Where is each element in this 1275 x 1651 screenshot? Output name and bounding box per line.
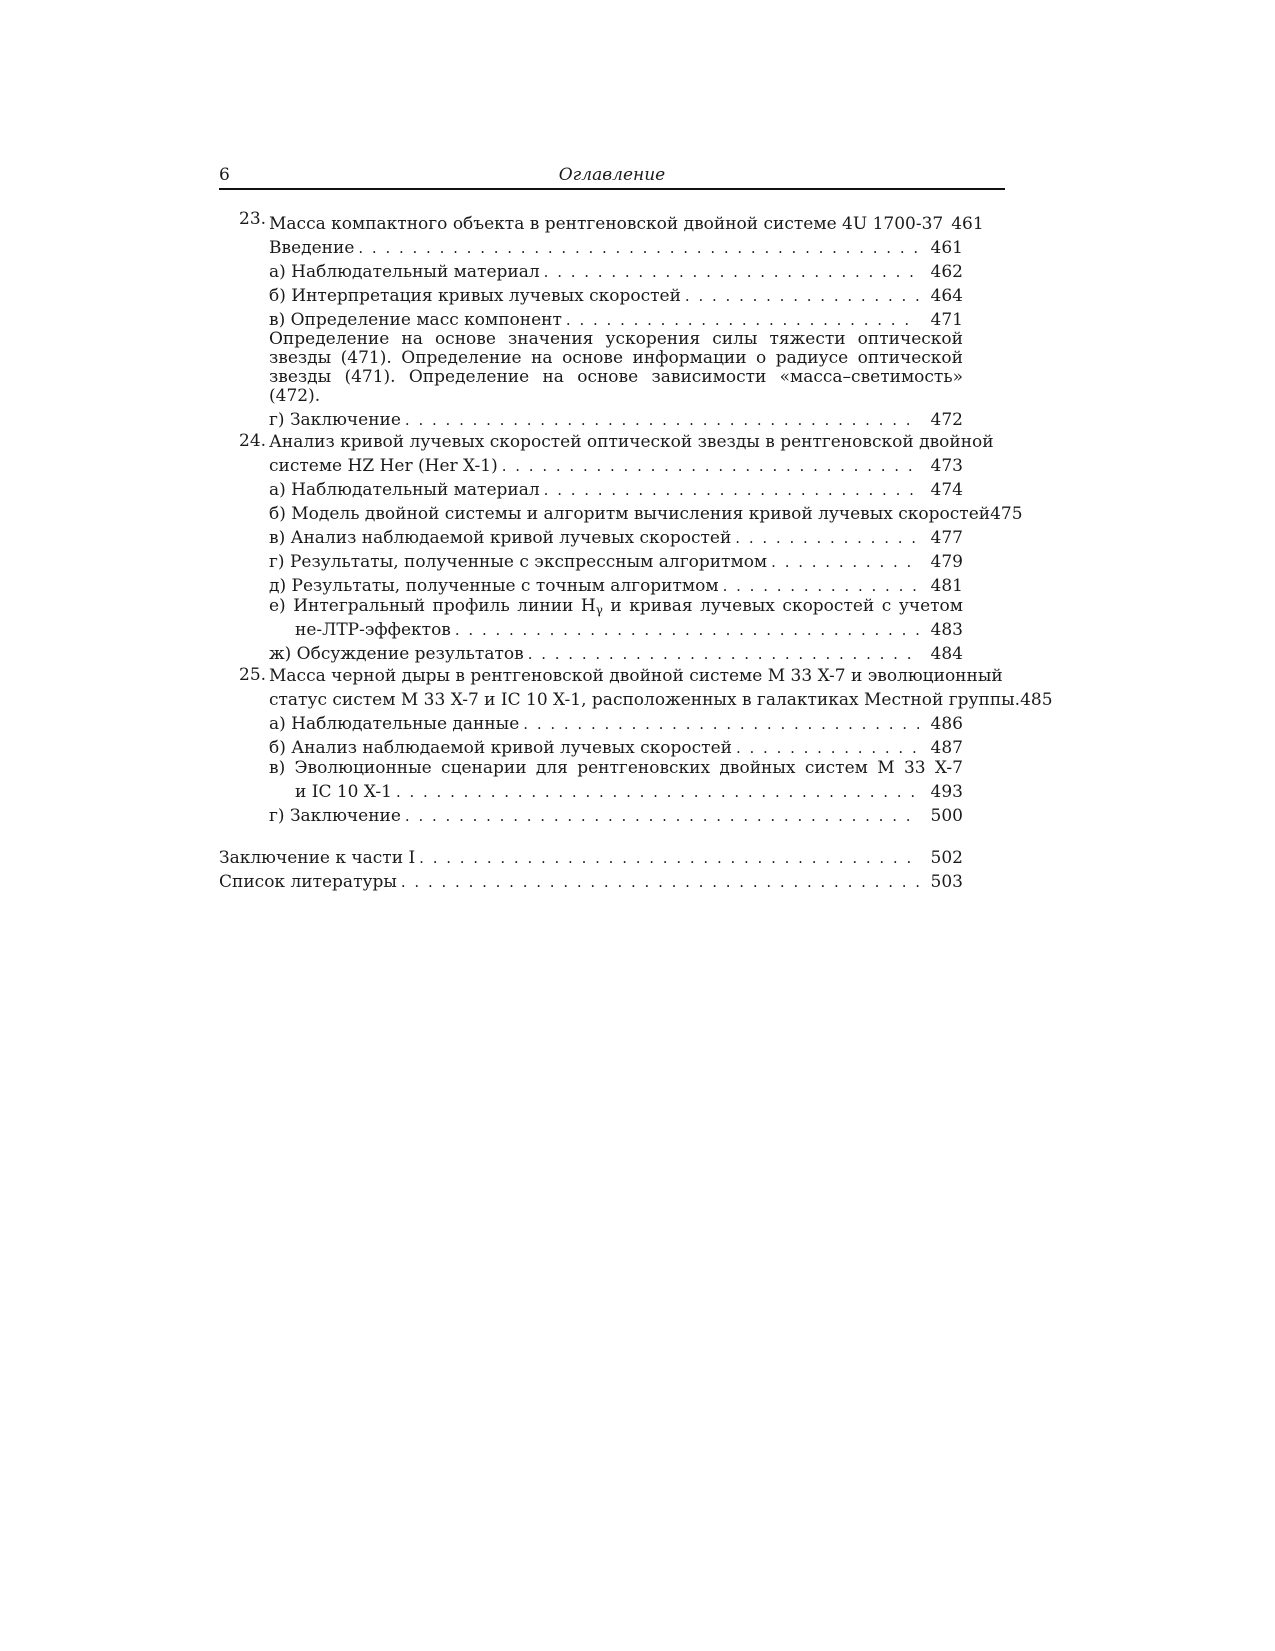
section-title: г) Заключение: [269, 410, 401, 430]
page-ref: 485: [1020, 690, 1053, 710]
running-title: Оглавление: [558, 165, 666, 185]
chapter-title-line2: системе HZ Her (Her X-1): [269, 456, 498, 476]
toc-entry: [269, 572, 963, 596]
page-ref: 472: [930, 410, 963, 430]
section-title: г) Результаты, полученные с экспрессным алгоритмом: [269, 552, 768, 572]
section-title: ж) Обсуждение результатов: [269, 644, 524, 664]
leader-dots: [455, 621, 919, 640]
leader-dots: [502, 457, 919, 476]
toc-entry: [269, 210, 984, 234]
toc-entry: [269, 686, 1053, 710]
section-title: а) Наблюдательный материал: [269, 480, 540, 500]
chapter-number: 24.: [239, 431, 267, 451]
section-title: б) Анализ наблюдаемой кривой лучевых скоростей: [269, 738, 732, 758]
section-title: а) Наблюдательные данные: [269, 714, 520, 734]
section-v-line1: [269, 758, 963, 778]
section-title: д) Результаты, полученные с точным алгоритмом: [269, 576, 719, 596]
page-ref: 486: [930, 714, 963, 734]
leader-dots: [736, 739, 919, 758]
section-title: [269, 596, 963, 616]
toc-entry: [219, 868, 963, 892]
page-ref: 462: [930, 262, 963, 282]
leader-dots: [419, 849, 919, 868]
toc-entry: [269, 616, 963, 640]
page-ref: 481: [930, 576, 963, 596]
section-title-line2: и IC 10 X-1: [295, 782, 392, 802]
leader-dots: [685, 287, 919, 306]
chapter-number: 23.: [239, 209, 267, 229]
page-ref: 500: [930, 806, 963, 826]
leader-dots: [544, 263, 919, 282]
page-ref: 461: [951, 214, 984, 234]
chapter-title-line1: [269, 666, 1003, 686]
chapter-title-text: Масса черной дыры в рентгеновской двойной системе M 33 X-7 и эволюционный: [269, 666, 1003, 686]
leader-dots: [771, 553, 919, 572]
section-title: в) Анализ наблюдаемой кривой лучевых скоростей: [269, 528, 732, 548]
page-number: 6: [219, 165, 230, 185]
toc-entry: [269, 548, 963, 572]
chapter-title-text: Анализ кривой лучевых скоростей оптической звезды в рентгеновской двойной: [269, 432, 994, 452]
toc-chapter-24: [219, 431, 1023, 664]
section-title: а) Наблюдательный материал: [269, 262, 540, 282]
page-ref: 479: [930, 552, 963, 572]
page-ref: 475: [990, 504, 1023, 524]
toc-entry: [269, 452, 963, 476]
leader-dots: [528, 645, 919, 664]
page-ref: 474: [930, 480, 963, 500]
toc-entry: [269, 802, 963, 826]
toc-entry: [269, 710, 963, 734]
leader-dots: [396, 783, 919, 802]
toc-entry: [269, 734, 963, 758]
leader-dots: [723, 577, 919, 596]
chapter-title-line2: статус систем M 33 X-7 и IC 10 X-1, расположенных в галактиках Местной группы.: [269, 690, 1021, 710]
page-ref: 483: [930, 620, 963, 640]
toc-entry: [269, 406, 963, 430]
toc-entry: [269, 778, 963, 802]
page-ref: 477: [930, 528, 963, 548]
toc-entry: [269, 524, 963, 548]
leader-dots: [566, 311, 919, 330]
toc-entry: [269, 640, 963, 664]
gamma-subscript: γ: [595, 603, 603, 617]
page-ref: 487: [930, 738, 963, 758]
leader-dots: [523, 715, 919, 734]
page-ref: 464: [930, 286, 963, 306]
toc-entry: [219, 844, 963, 868]
section-title: Введение: [269, 238, 355, 258]
page-ref: 503: [930, 872, 963, 892]
section-e-text: е) Интегральный профиль линии H: [269, 596, 596, 616]
leader-dots: [358, 239, 919, 258]
page-ref: 493: [930, 782, 963, 802]
leader-dots: [544, 481, 919, 500]
page-ref: 471: [930, 310, 963, 330]
chapter-title-line1: [269, 432, 994, 452]
chapter-title: Масса компактного объекта в рентгеновской двойной системе 4U 1700-37: [269, 214, 944, 234]
toc-final-entries: [219, 844, 1005, 892]
page-ref: 461: [930, 238, 963, 258]
toc-entry: [269, 500, 1023, 524]
leader-dots: [401, 873, 919, 892]
section-e-line1: [269, 596, 963, 616]
part-conclusion-title: Заключение к части I: [219, 848, 416, 868]
section-title-line2: не-ЛТР-эффектов: [295, 620, 451, 640]
section-title: в) Определение масс компонент: [269, 310, 562, 330]
page-ref: 502: [930, 848, 963, 868]
running-header: [219, 164, 1005, 190]
section-title: г) Заключение: [269, 806, 401, 826]
leader-dots: [405, 807, 919, 826]
chapter-number: 25.: [239, 665, 267, 685]
toc-entry: [269, 306, 963, 330]
header-rule: [219, 188, 1005, 190]
table-of-contents: [219, 209, 1053, 892]
bibliography-title: Список литературы: [219, 872, 397, 892]
toc-chapter-25: [219, 665, 1053, 826]
section-description: Определение на основе значения ускорения силы тяжести оптической звезды (471). Определение на основе информации о радиусе оптической звезды (471). Определение на основе зависимости «масса–светимость» (472).: [269, 329, 963, 406]
section-title: в) Эволюционные сценарии для рентгеновских двойных систем M 33 X-7: [269, 758, 963, 778]
section-title: б) Модель двойной системы и алгоритм вычисления кривой лучевых скоростей: [269, 504, 991, 524]
section-e-text-rest: и кривая лучевых скоростей с учетом: [602, 596, 963, 616]
page-ref: 473: [930, 456, 963, 476]
toc-entry: [269, 258, 963, 282]
page-ref: 484: [930, 644, 963, 664]
toc-entry: [269, 234, 963, 258]
toc-entry: [269, 282, 963, 306]
leader-dots: [735, 529, 919, 548]
toc-chapter-23: [219, 210, 1005, 430]
leader-dots: [405, 411, 919, 430]
section-title: б) Интерпретация кривых лучевых скоростей: [269, 286, 681, 306]
toc-entry: [269, 476, 963, 500]
